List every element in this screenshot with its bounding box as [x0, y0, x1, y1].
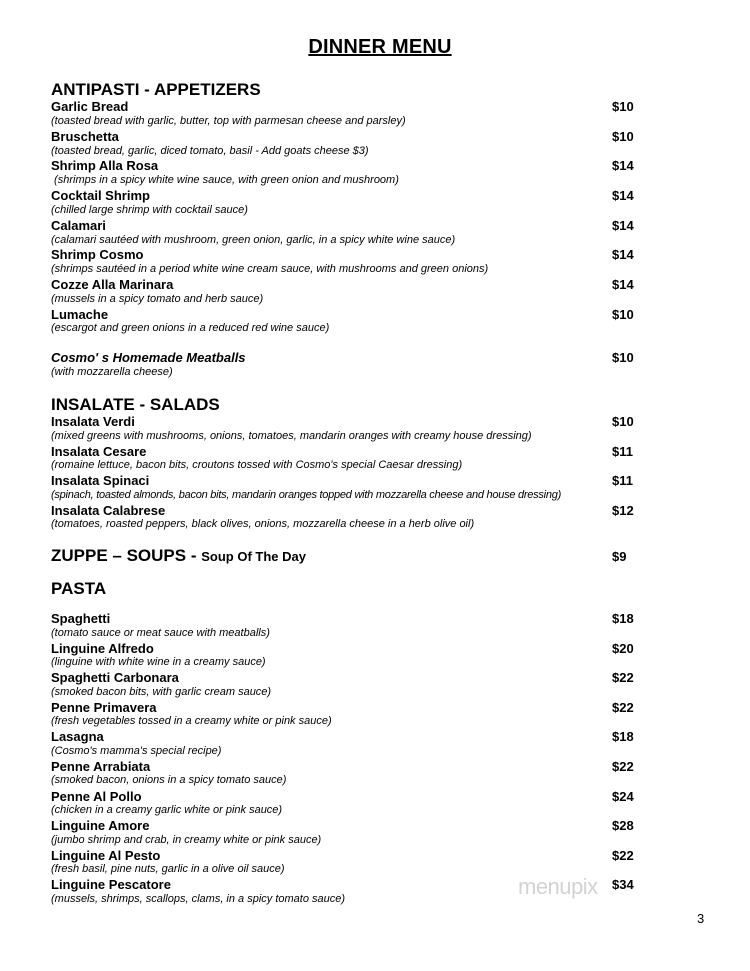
- menu-item-name: Cosmo' s Homemade Meatballs: [51, 350, 246, 365]
- zuppe-subtitle: Soup Of The Day: [201, 549, 306, 564]
- menu-item-price: $10: [612, 129, 634, 144]
- menu-item-price: $10: [612, 99, 634, 114]
- menu-item-name: Insalata Calabrese: [51, 503, 166, 518]
- menu-item-description: (shrimps sautéed in a period white wine cream sauce, with mushrooms and green onions): [51, 263, 489, 275]
- menu-item-price: $14: [612, 218, 634, 233]
- menu-item-name: Penne Al Pollo: [51, 789, 142, 804]
- menu-item-description: (calamari sautéed with mushroom, green onion, garlic, in a spicy white wine sauce): [51, 234, 456, 246]
- page-title: DINNER MENU: [308, 36, 452, 58]
- menu-item-description: (mussels, shrimps, scallops, clams, in a spicy tomato sauce): [51, 893, 346, 905]
- menu-item-price: $12: [612, 503, 634, 518]
- menu-item-description: (tomatoes, roasted peppers, black olives, onions, mozzarella cheese in a herb olive oil): [51, 518, 475, 530]
- menu-item-price: $18: [612, 611, 634, 626]
- menu-item-name: Shrimp Alla Rosa: [51, 158, 159, 173]
- menu-item-name: Lumache: [51, 307, 109, 322]
- menu-item-price: $34: [612, 877, 634, 892]
- menu-item-name: Spaghetti Carbonara: [51, 670, 179, 685]
- menu-item-price: $14: [612, 277, 634, 292]
- menu-item-name: Lasagna: [51, 729, 104, 744]
- menu-item-description: (chicken in a creamy garlic white or pink sauce): [51, 804, 283, 816]
- menu-item-name: Garlic Bread: [51, 99, 129, 114]
- menu-item-price: $11: [612, 473, 633, 488]
- menu-item-name: Bruschetta: [51, 129, 119, 144]
- menu-item-description: (toasted bread, garlic, diced tomato, basil - Add goats cheese $3): [51, 145, 369, 157]
- menu-item-description: (escargot and green onions in a reduced red wine sauce): [51, 322, 330, 334]
- menu-item-name: Penne Primavera: [51, 700, 157, 715]
- menu-item-price: $10: [612, 307, 634, 322]
- menu-item-price: $22: [612, 759, 634, 774]
- menu-item-price: $10: [612, 414, 634, 429]
- section-heading-zuppe: [51, 546, 306, 566]
- menu-item-description: (with mozzarella cheese): [51, 366, 173, 378]
- menu-item-price: $22: [612, 848, 634, 863]
- menu-item-name: Linguine Alfredo: [51, 641, 154, 656]
- menu-item-name: Linguine Al Pesto: [51, 848, 161, 863]
- menu-item-name: Insalata Verdi: [51, 414, 135, 429]
- menu-item-price: $20: [612, 641, 634, 656]
- menu-item-price: $11: [612, 444, 633, 459]
- menu-item-name: Shrimp Cosmo: [51, 247, 144, 262]
- menu-item-description: (shrimps in a spicy white wine sauce, with green onion and mushroom): [51, 174, 399, 186]
- menu-item-price: $28: [612, 818, 634, 833]
- menu-item-description: (linguine with white wine in a creamy sauce): [51, 656, 266, 668]
- section-heading-pasta: PASTA: [51, 579, 107, 598]
- menu-item-name: Insalata Spinaci: [51, 473, 150, 488]
- menu-item-name: Cozze Alla Marinara: [51, 277, 174, 292]
- menu-item-description: (spinach, toasted almonds, bacon bits, mandarin oranges topped with mozzarella cheese and house dressing): [51, 489, 562, 501]
- menu-item-description: (mixed greens with mushrooms, onions, tomatoes, mandarin oranges with creamy house dressing): [51, 430, 532, 442]
- zuppe-dash: -: [190, 546, 197, 565]
- menu-item-description: (fresh vegetables tossed in a creamy white or pink sauce): [51, 715, 332, 727]
- zuppe-heading-text: ZUPPE – SOUPS: [51, 546, 187, 565]
- section-heading-antipasti: ANTIPASTI - APPETIZERS: [51, 80, 261, 99]
- menu-item-price: $18: [612, 729, 634, 744]
- menu-item-description: (romaine lettuce, bacon bits, croutons tossed with Cosmo's special Caesar dressing): [51, 459, 463, 471]
- menu-item-price: $24: [612, 789, 634, 804]
- menu-item-description: (smoked bacon, onions in a spicy tomato sauce): [51, 774, 287, 786]
- menu-item-name: Insalata Cesare: [51, 444, 147, 459]
- menu-item-name: Cocktail Shrimp: [51, 188, 150, 203]
- page-number: 3: [697, 911, 705, 926]
- menu-item-price: $14: [612, 247, 634, 262]
- menu-item-description: (tomato sauce or meat sauce with meatballs): [51, 627, 270, 639]
- menu-item-price: $14: [612, 158, 634, 173]
- menu-item-name: Linguine Pescatore: [51, 877, 171, 892]
- menu-item-price: $22: [612, 670, 634, 685]
- menu-item-name: Penne Arrabiata: [51, 759, 151, 774]
- menu-item-name: Spaghetti: [51, 611, 111, 626]
- menu-item-description: (chilled large shrimp with cocktail sauce): [51, 204, 248, 216]
- menu-item-name: Calamari: [51, 218, 106, 233]
- watermark: menupix: [518, 874, 598, 899]
- menu-item-description: (mussels in a spicy tomato and herb sauce): [51, 293, 264, 305]
- menu-item-name: Linguine Amore: [51, 818, 150, 833]
- section-heading-insalate: INSALATE - SALADS: [51, 395, 220, 414]
- menu-item-price: $22: [612, 700, 634, 715]
- menu-item-description: (toasted bread with garlic, butter, top with parmesan cheese and parsley): [51, 115, 406, 127]
- menu-item-description: (smoked bacon bits, with garlic cream sauce): [51, 686, 272, 698]
- menu-item-price: $9: [612, 549, 627, 564]
- menu-item-price: $10: [612, 350, 634, 365]
- menu-item-description: (Cosmo's mamma's special recipe): [51, 745, 222, 757]
- menu-item-price: $14: [612, 188, 634, 203]
- menu-item-description: (fresh basil, pine nuts, garlic in a olive oil sauce): [51, 863, 285, 875]
- menu-item-description: (jumbo shrimp and crab, in creamy white or pink sauce): [51, 834, 322, 846]
